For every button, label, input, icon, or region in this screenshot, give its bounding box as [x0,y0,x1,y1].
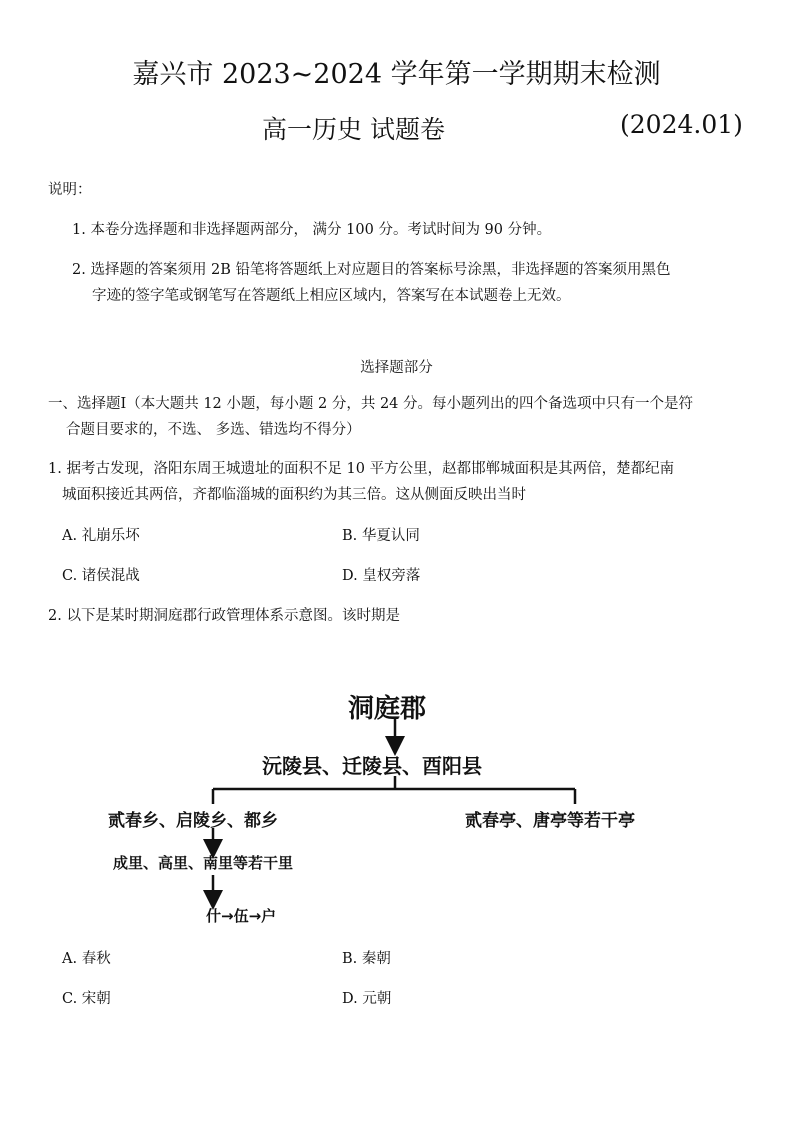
diagram-households: 什→伍→户 [206,907,277,925]
exam-subtitle: 高一历史 试题卷 [262,115,445,144]
question-2-option-c[interactable]: C. 宋朝 [62,991,111,1007]
instruction-item-2-cont: 字迹的签字笔或钢笔写在答题纸上相应区域内，答案写在本试题卷上无效。 [92,288,571,304]
exam-title: 嘉兴市 2023~2024 学年第一学期期末检测 [132,59,661,90]
question-1-option-b[interactable]: B. 华夏认同 [342,528,420,544]
question-1-option-a[interactable]: A. 礼崩乐坏 [62,528,140,544]
instruction-item-1: 1. 本卷分选择题和非选择题两部分， 满分 100 分。考试时间为 90 分钟。 [72,222,552,238]
question-1-stem-cont: 城面积接近其两倍，齐都临淄城的面积约为其三倍。这从侧面反映出当时 [62,487,526,503]
question-2-option-d[interactable]: D. 元朝 [342,991,392,1007]
question-2-option-a[interactable]: A. 春秋 [62,951,111,967]
diagram-counties: 沅陵县、迁陵县、酉阳县 [262,754,482,778]
question-1-option-d[interactable]: D. 皇权旁落 [342,568,421,584]
part-heading-cont: 合题目要求的，不选、 多选、错选均不得分） [66,422,361,438]
diagram-townships: 贰春乡、启陵乡、都乡 [108,811,278,831]
question-2-stem: 2. 以下是某时期洞庭郡行政管理体系示意图。该时期是 [48,608,400,624]
instruction-item-2: 2. 选择题的答案须用 2B 铅笔将答题纸上对应题目的答案标号涂黑，非选择题的答案须用黑色 [72,262,671,278]
question-1-stem: 1. 据考古发现，洛阳东周王城遗址的面积不足 10 平方公里，赵都邯郸城面积是其两倍，楚都纪南 [48,461,675,477]
question-1-option-c[interactable]: C. 诸侯混战 [62,568,140,584]
part-heading: 一、选择题Ⅰ（本大题共 12 小题，每小题 2 分，共 24 分。每小题列出的四个备选项中只有一个是符 [48,396,694,412]
diagram-pavilions: 贰春亭、唐亭等若干亭 [465,811,635,831]
question-2-option-b[interactable]: B. 秦朝 [342,951,391,967]
section-title: 选择题部分 [360,360,433,376]
diagram-prefecture: 洞庭郡 [348,694,427,724]
instructions-label: 说明： [48,182,92,198]
exam-date: (2024.01) [620,110,743,139]
diagram-villages: 成里、高里、南里等若干里 [113,854,294,872]
